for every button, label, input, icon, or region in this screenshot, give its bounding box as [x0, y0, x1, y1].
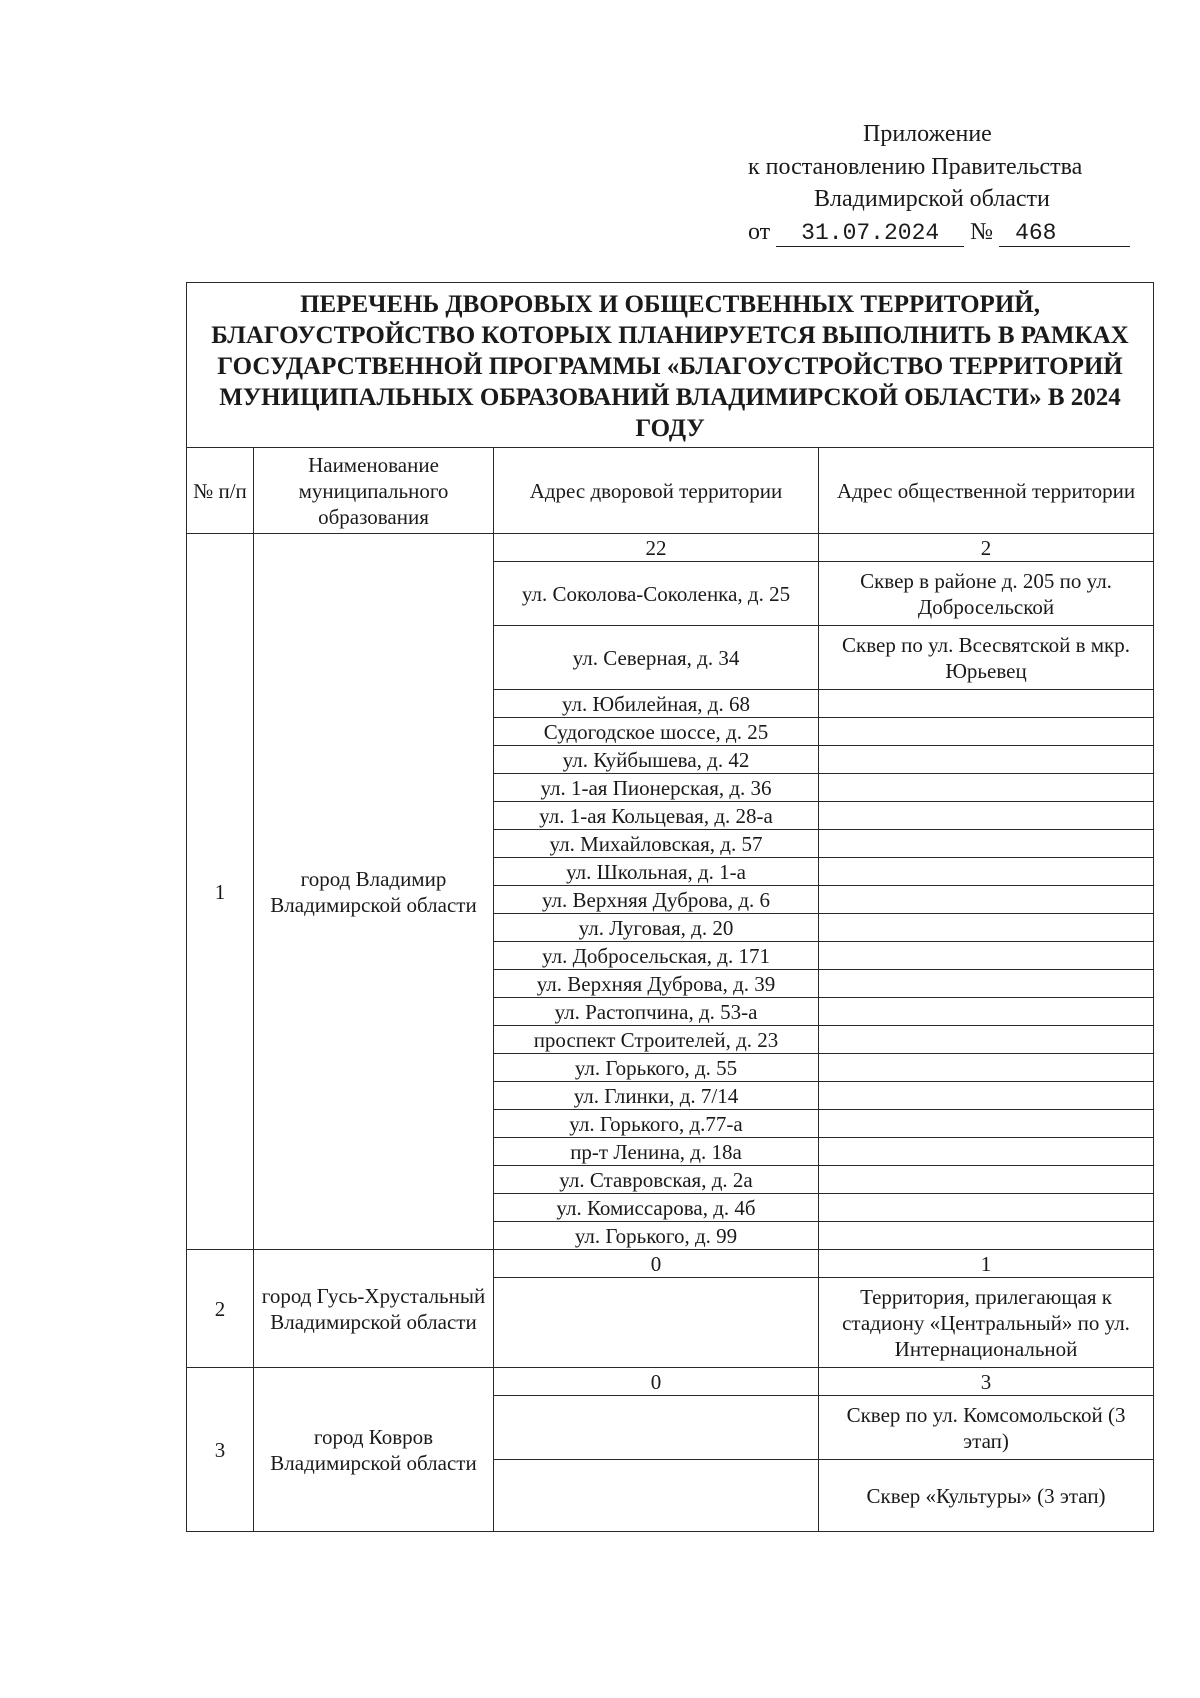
public-address [819, 886, 1154, 914]
public-address [819, 998, 1154, 1026]
header-municipality: Наименование муниципального образования [254, 448, 494, 534]
yard-address: ул. Верхняя Дуброва, д. 39 [494, 970, 819, 998]
public-address [819, 1194, 1154, 1222]
public-address [819, 1026, 1154, 1054]
resolution-number: 468 [999, 220, 1130, 247]
header-yard-address: Адрес дворовой территории [494, 448, 819, 534]
yard-address: ул. Юбилейная, д. 68 [494, 690, 819, 718]
yard-address: ул. Луговая, д. 20 [494, 914, 819, 942]
public-address [819, 1138, 1154, 1166]
public-count: 2 [819, 534, 1154, 562]
group-count-row [187, 1368, 1154, 1396]
date-prefix: от [748, 218, 771, 245]
public-count: 1 [819, 1250, 1154, 1278]
group-number: 2 [187, 1250, 254, 1368]
yard-address: ул. Горького, д.77-а [494, 1110, 819, 1138]
annex-date-line [748, 216, 1148, 249]
yard-address: ул. 1-ая Кольцевая, д. 28-а [494, 802, 819, 830]
number-prefix: № [970, 218, 994, 245]
yard-address: ул. Ставровская, д. 2а [494, 1166, 819, 1194]
yard-count: 0 [494, 1368, 819, 1396]
yard-count: 0 [494, 1250, 819, 1278]
group-number: 3 [187, 1368, 254, 1532]
public-address [819, 1166, 1154, 1194]
annex-line-resolution: к постановлению Правительства [748, 153, 1083, 180]
yard-address: ул. Добросельская, д. 171 [494, 942, 819, 970]
public-address [819, 802, 1154, 830]
yard-address: пр-т Ленина, д. 18а [494, 1138, 819, 1166]
header-num: № п/п [187, 448, 254, 534]
yard-address: ул. 1-ая Пионерская, д. 36 [494, 774, 819, 802]
municipality-name: город Гусь-Хрустальный Владимирской области [254, 1250, 494, 1368]
table-header-row [187, 448, 1154, 534]
yard-address: ул. Соколова-Соколенка, д. 25 [494, 562, 819, 626]
yard-address: ул. Растопчина, д. 53-а [494, 998, 819, 1026]
yard-address [494, 1396, 819, 1460]
yard-address: проспект Строителей, д. 23 [494, 1026, 819, 1054]
annex-line-region: Владимирской области [814, 186, 1050, 212]
public-address: Сквер в районе д. 205 по ул. Добросельской [819, 562, 1154, 626]
annex-title: Приложение [863, 121, 992, 147]
yard-address: ул. Михайловская, д. 57 [494, 830, 819, 858]
public-address: Сквер по ул. Комсомольской (3 этап) [819, 1396, 1154, 1460]
yard-address: ул. Горького, д. 55 [494, 1054, 819, 1082]
yard-address [494, 1460, 819, 1532]
group-count-row [187, 534, 1154, 562]
header-public-address: Адрес общественной территории [819, 448, 1154, 534]
public-address [819, 970, 1154, 998]
table-title: ПЕРЕЧЕНЬ ДВОРОВЫХ И ОБЩЕСТВЕННЫХ ТЕРРИТОРИЙ, БЛАГОУСТРОЙСТВО КОТОРЫХ ПЛАНИРУЕТСЯ ВЫПОЛНИТЬ В РАМКАХ ГОСУДАРСТВЕННОЙ ПРОГРАММЫ «БЛАГОУСТРОЙСТВО ТЕРРИТОРИЙ МУНИЦИПАЛЬНЫХ ОБРАЗОВАНИЙ ВЛАДИМИРСКОЙ ОБЛАСТИ» В 2024 ГОДУ [187, 283, 1154, 448]
yard-address: ул. Комиссарова, д. 4б [494, 1194, 819, 1222]
public-address: Сквер «Культуры» (3 этап) [819, 1460, 1154, 1532]
yard-address: ул. Верхняя Дуброва, д. 6 [494, 886, 819, 914]
public-address [819, 690, 1154, 718]
public-address [819, 1110, 1154, 1138]
annex-block [748, 118, 1148, 248]
yard-count: 22 [494, 534, 819, 562]
public-address [819, 746, 1154, 774]
public-address [819, 942, 1154, 970]
public-address [819, 914, 1154, 942]
public-address: Территория, прилегающая к стадиону «Центральный» по ул. Интернациональной [819, 1278, 1154, 1368]
public-address [819, 830, 1154, 858]
public-count: 3 [819, 1368, 1154, 1396]
yard-address: Судогодское шоссе, д. 25 [494, 718, 819, 746]
yard-address: ул. Горького, д. 99 [494, 1222, 819, 1250]
group-number: 1 [187, 534, 254, 1250]
yard-address: ул. Куйбышева, д. 42 [494, 746, 819, 774]
municipality-name: город Владимир Владимирской области [254, 534, 494, 1250]
resolution-date: 31.07.2024 [776, 220, 964, 247]
yard-address: ул. Школьная, д. 1-а [494, 858, 819, 886]
public-address [819, 1054, 1154, 1082]
territories-table [186, 282, 1154, 1532]
public-address [819, 1222, 1154, 1250]
yard-address [494, 1278, 819, 1368]
yard-address: ул. Глинки, д. 7/14 [494, 1082, 819, 1110]
public-address [819, 718, 1154, 746]
group-count-row [187, 1250, 1154, 1278]
public-address [819, 774, 1154, 802]
yard-address: ул. Северная, д. 34 [494, 626, 819, 690]
public-address: Сквер по ул. Всесвятской в мкр. Юрьевец [819, 626, 1154, 690]
municipality-name: город Ковров Владимирской области [254, 1368, 494, 1532]
public-address [819, 1082, 1154, 1110]
public-address [819, 858, 1154, 886]
